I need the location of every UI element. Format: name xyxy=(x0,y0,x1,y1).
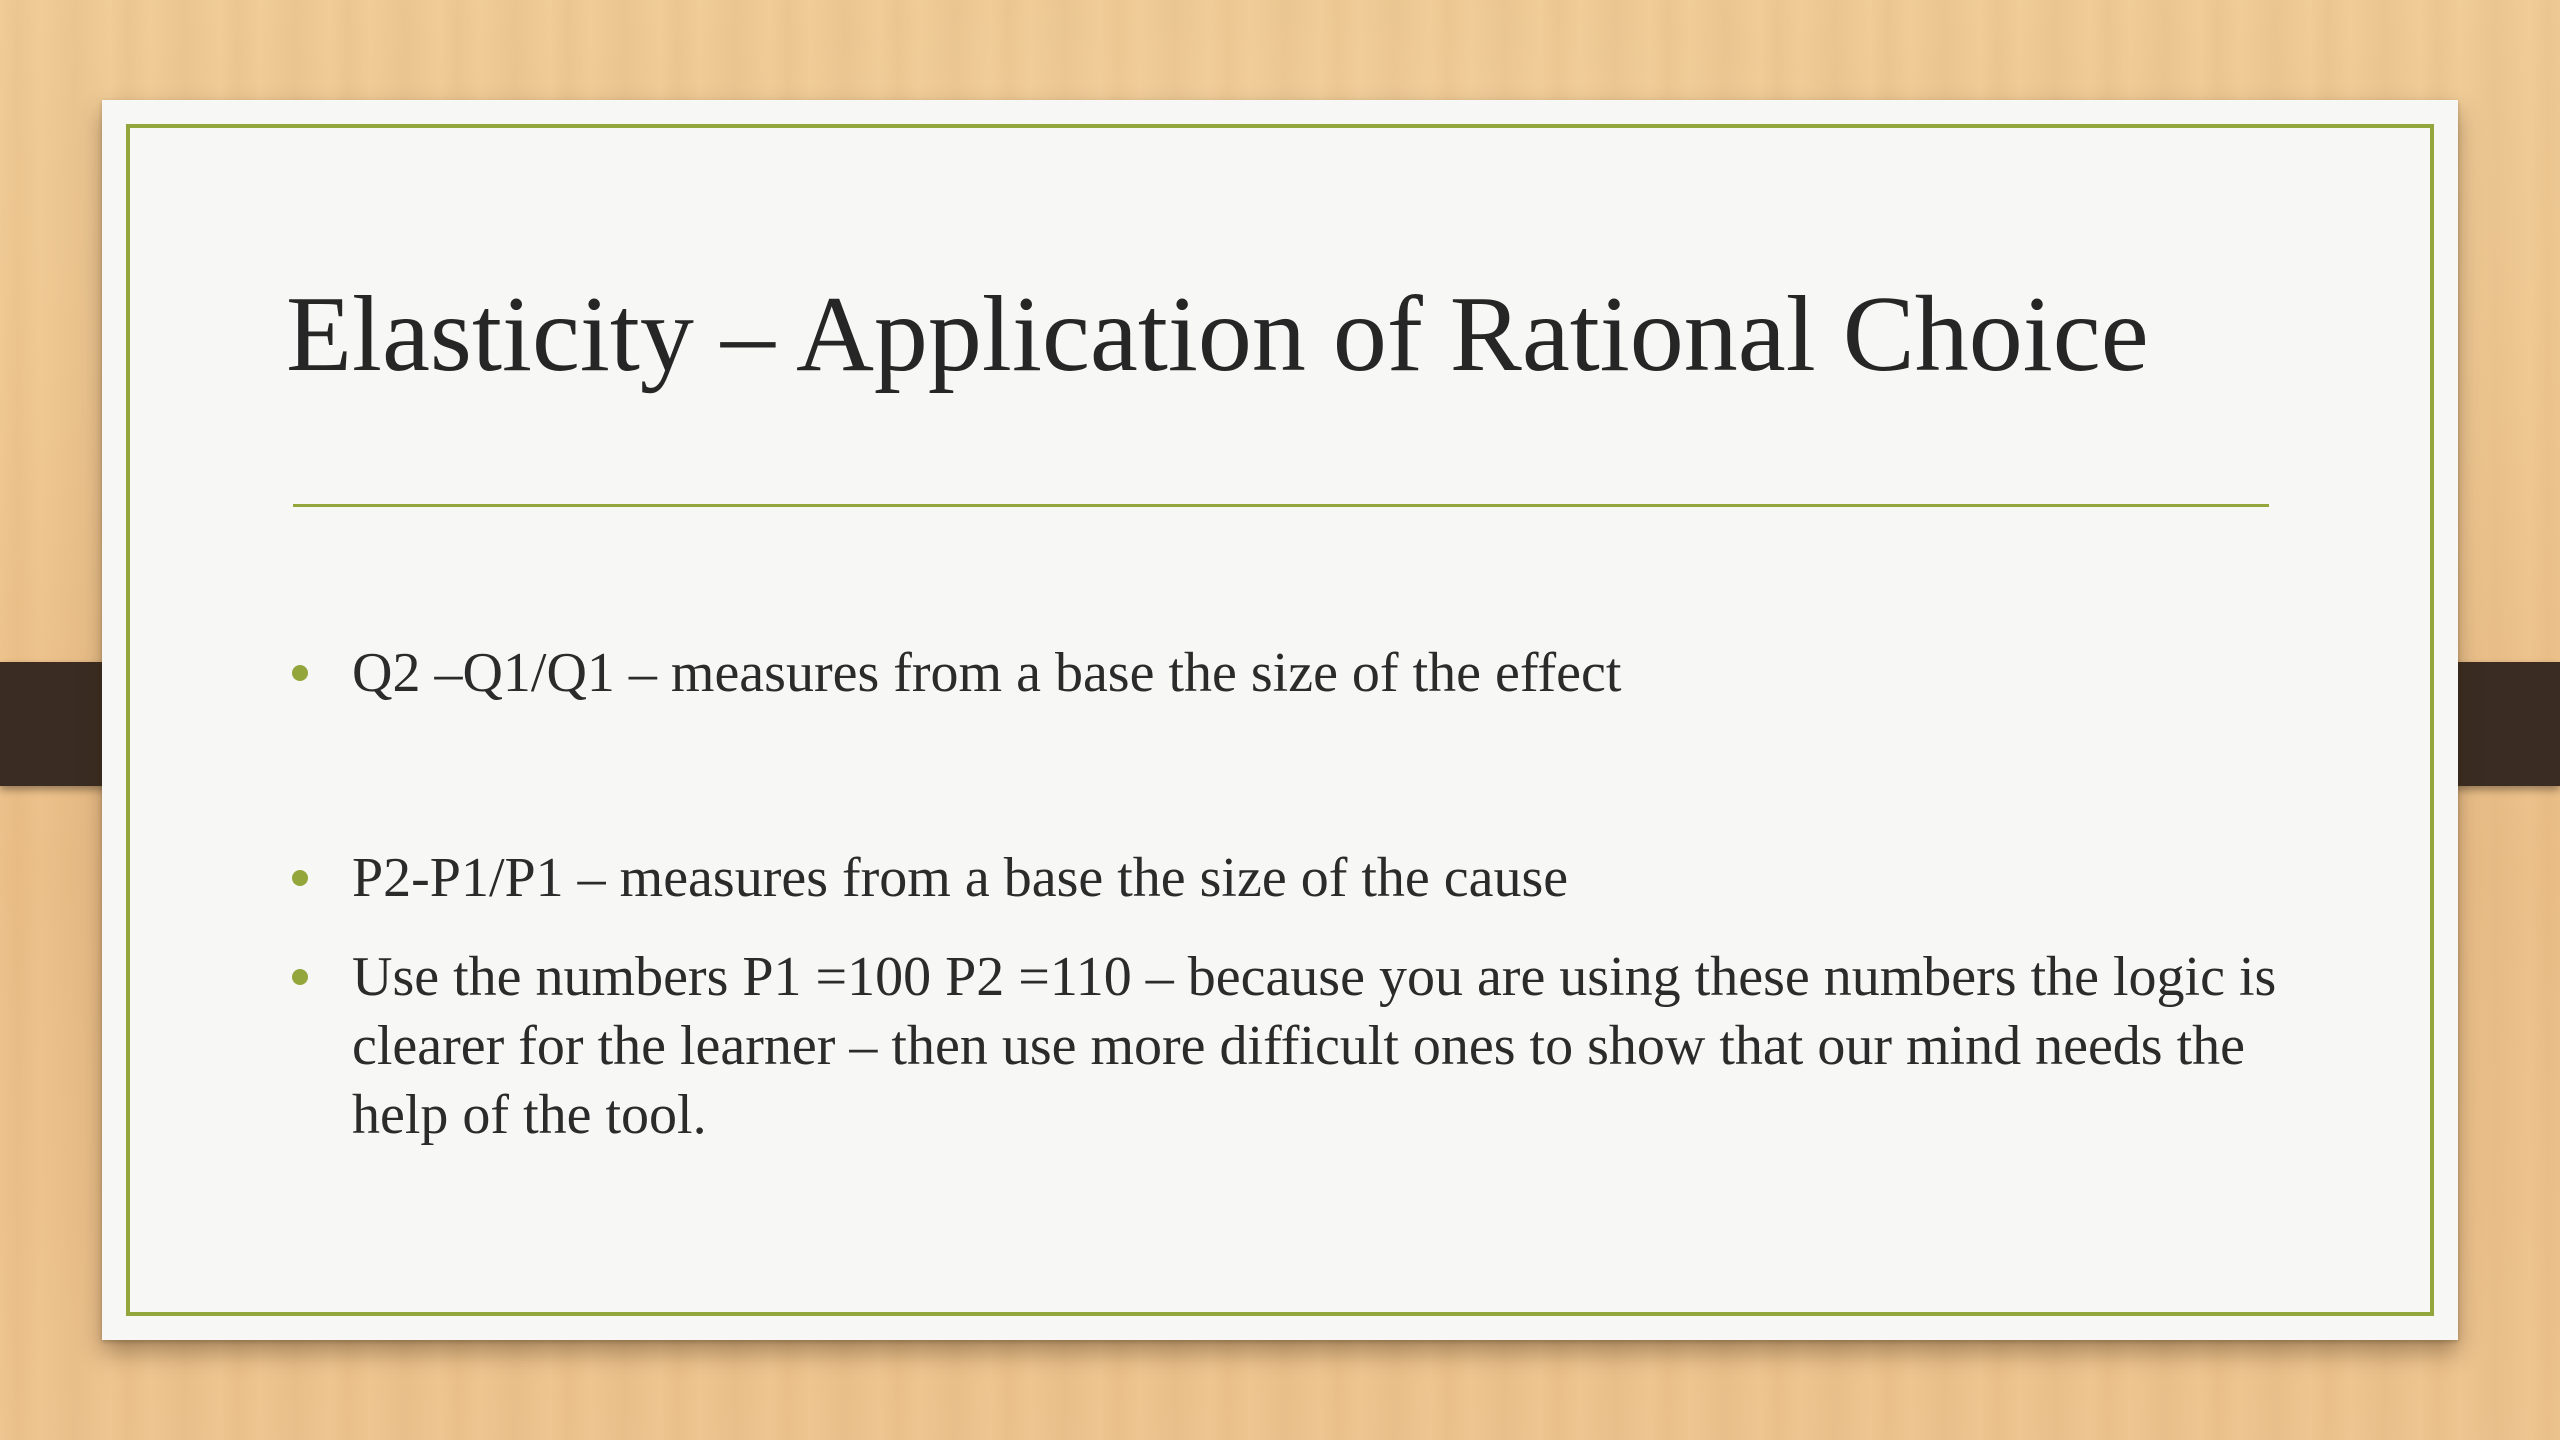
bullet-item xyxy=(292,943,2282,1150)
bullet-text: P2-P1/P1 – measures from a base the size of the cause xyxy=(352,847,1569,909)
bullet-dot-icon xyxy=(292,969,308,985)
bullet-item xyxy=(292,844,2282,913)
slide-title: Elasticity – Application of Rational Choice xyxy=(286,275,2149,394)
bullet-dot-icon xyxy=(292,665,308,681)
bullet-text: Q2 –Q1/Q1 – measures from a base the size of the effect xyxy=(352,642,1622,704)
bullet-dot-icon xyxy=(292,870,308,886)
bullet-text: Use the numbers P1 =100 P2 =110 – because you are using these numbers the logic is clearer for the learner – then use more difficult ones to show that our mind needs the help of the tool. xyxy=(352,946,2277,1146)
slide xyxy=(102,100,2458,1340)
title-divider xyxy=(293,504,2269,507)
bullet-item xyxy=(292,639,2282,708)
